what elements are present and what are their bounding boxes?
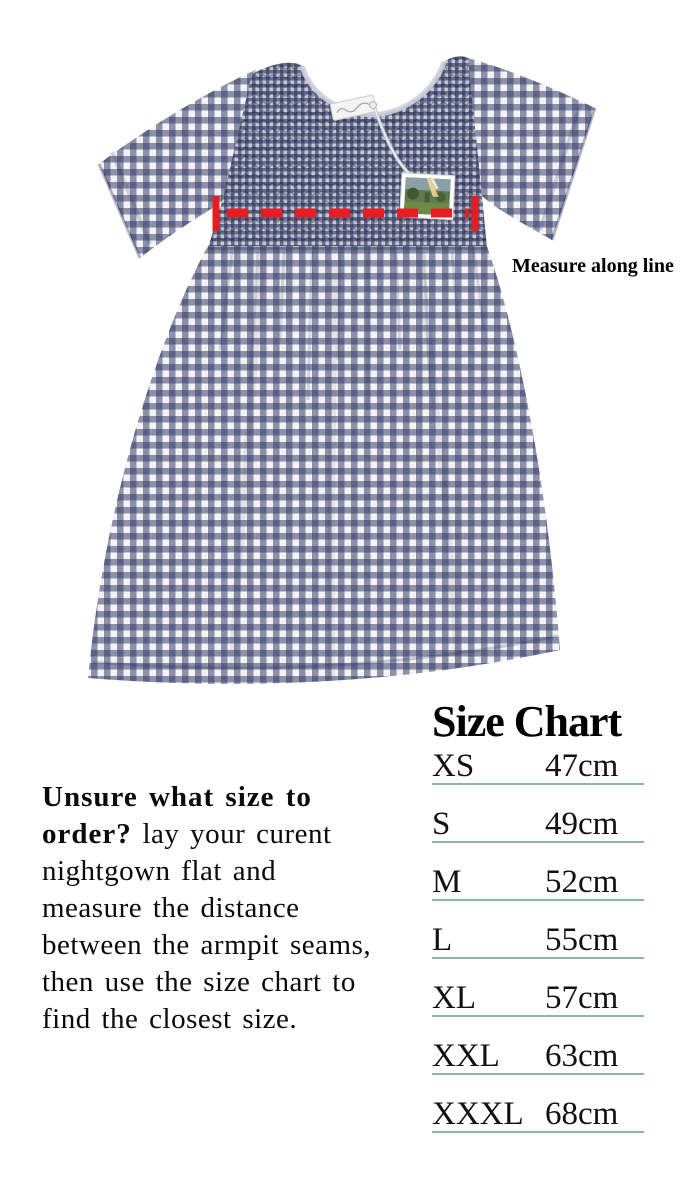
instruction-line	[42, 927, 422, 964]
instruction-line	[42, 853, 422, 890]
size-row	[432, 749, 644, 785]
instruction-text: measure the distance	[42, 892, 300, 924]
size-chart	[432, 698, 644, 1133]
size-label: XS	[432, 748, 475, 784]
size-row	[432, 923, 644, 959]
size-label: S	[432, 806, 451, 842]
instruction-line	[42, 890, 422, 927]
size-value: 57cm	[545, 980, 619, 1016]
instruction-text: lay your curent	[131, 818, 332, 850]
instruction-line	[42, 779, 422, 816]
instruction-bold-text: Unsure what size to	[42, 781, 312, 813]
size-row	[432, 1039, 644, 1075]
size-label: XXL	[432, 1038, 500, 1074]
instruction-line	[42, 964, 422, 1001]
instruction-text: between the armpit seams,	[42, 929, 372, 961]
size-chart-rows	[432, 749, 644, 1133]
size-value: 68cm	[545, 1096, 619, 1132]
instruction-text: nightgown flat and	[42, 855, 277, 887]
size-row	[432, 981, 644, 1017]
size-value: 63cm	[545, 1038, 619, 1074]
size-value: 49cm	[545, 806, 619, 842]
instruction-text: then use the size chart to	[42, 966, 356, 998]
size-row	[432, 865, 644, 901]
instruction-bold-text: order?	[42, 818, 132, 850]
instruction-text: find the closest size.	[42, 1003, 298, 1035]
size-row	[432, 807, 644, 843]
size-value: 52cm	[545, 864, 619, 900]
size-label: L	[432, 922, 453, 958]
sizing-instructions	[42, 779, 422, 1038]
size-row	[432, 1097, 644, 1133]
instruction-line	[42, 816, 422, 853]
size-label: M	[432, 864, 462, 900]
instruction-line	[42, 1001, 422, 1038]
size-label: XL	[432, 980, 476, 1016]
measure-along-line-label: Measure along line	[512, 255, 674, 277]
neck-button	[370, 102, 377, 109]
skirt	[88, 246, 560, 690]
right-sleeve	[468, 58, 595, 240]
smocked-bodice	[195, 45, 495, 255]
size-value: 47cm	[545, 748, 619, 784]
size-value: 55cm	[545, 922, 619, 958]
size-chart-title: Size Chart	[432, 697, 622, 746]
size-label: XXXL	[432, 1096, 524, 1132]
